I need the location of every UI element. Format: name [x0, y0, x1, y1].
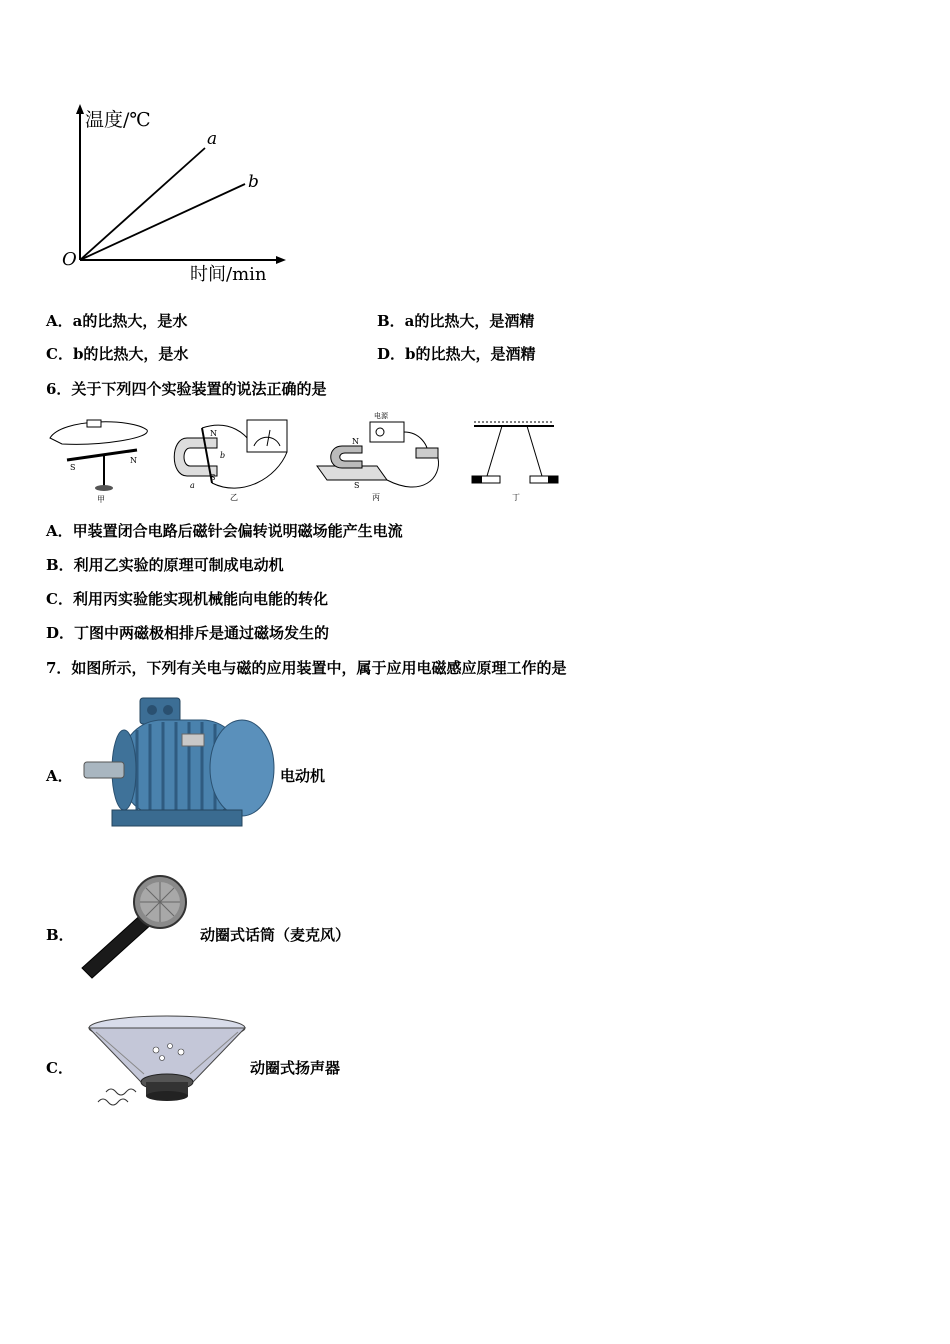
line-b-label: b [248, 172, 259, 192]
q7-option-b-text: 动圈式话筒（麦克风） [200, 926, 351, 944]
q5-option-a: A．a的比热大，是水 [46, 312, 188, 330]
label-yi: 乙 [230, 493, 238, 502]
microphone-image [80, 872, 190, 984]
q5-option-d: D．b的比热大，是酒精 [377, 345, 536, 363]
svg-text:N: N [130, 456, 137, 465]
experiment-yi [174, 420, 287, 502]
label-power: 电源 [374, 412, 388, 420]
q7-stem: 7．如图所示，下列有关电与磁的应用装置中，属于应用电磁感应原理工作的是 [46, 659, 567, 677]
origin-label: O [62, 249, 77, 270]
y-axis-label: 温度/℃ [85, 109, 151, 131]
svg-text:N: N [210, 429, 217, 438]
experiment-bing [317, 411, 439, 502]
svg-text:b: b [220, 451, 226, 460]
label-jia: 甲 [97, 495, 105, 504]
line-a [80, 148, 205, 260]
line-a-label: a [207, 129, 218, 149]
x-axis-label: 时间/min [190, 264, 267, 285]
experiment-jia [50, 420, 147, 504]
temperature-time-graph [55, 100, 290, 295]
q7-option-b-letter: B． [46, 926, 74, 944]
svg-text:a: a [190, 481, 195, 490]
line-b [80, 184, 245, 260]
experiment-ding [472, 422, 558, 502]
q7-option-a-text: 电动机 [280, 767, 326, 785]
q7-option-c-letter: C． [46, 1059, 73, 1077]
q5-option-b: B．a的比热大，是酒精 [377, 312, 535, 330]
loudspeaker-image [86, 1012, 248, 1112]
x-axis-arrow [276, 256, 286, 264]
q6-option-c: C．利用丙实验能实现机械能向电能的转化 [46, 590, 328, 608]
svg-text:N: N [352, 437, 359, 446]
y-axis-arrow [76, 104, 84, 114]
svg-text:S: S [70, 463, 76, 472]
label-bing: 丙 [372, 493, 380, 502]
q6-option-d: D．丁图中两磁极相排斥是通过磁场发生的 [46, 624, 330, 642]
q7-option-a-letter: A． [46, 767, 73, 785]
svg-text:S: S [210, 473, 216, 482]
svg-text:S: S [354, 481, 360, 490]
electric-motor-image [82, 690, 277, 832]
q6-option-b: B．利用乙实验的原理可制成电动机 [46, 556, 284, 574]
q6-option-a: A．甲装置闭合电路后磁针会偏转说明磁场能产生电流 [46, 522, 403, 540]
label-ding: 丁 [512, 493, 520, 502]
q7-option-c-text: 动圈式扬声器 [250, 1059, 341, 1077]
q5-option-c: C．b的比热大，是水 [46, 345, 189, 363]
q6-experiments-figure [42, 408, 572, 508]
q6-stem: 6．关于下列四个实验装置的说法正确的是 [46, 380, 327, 398]
